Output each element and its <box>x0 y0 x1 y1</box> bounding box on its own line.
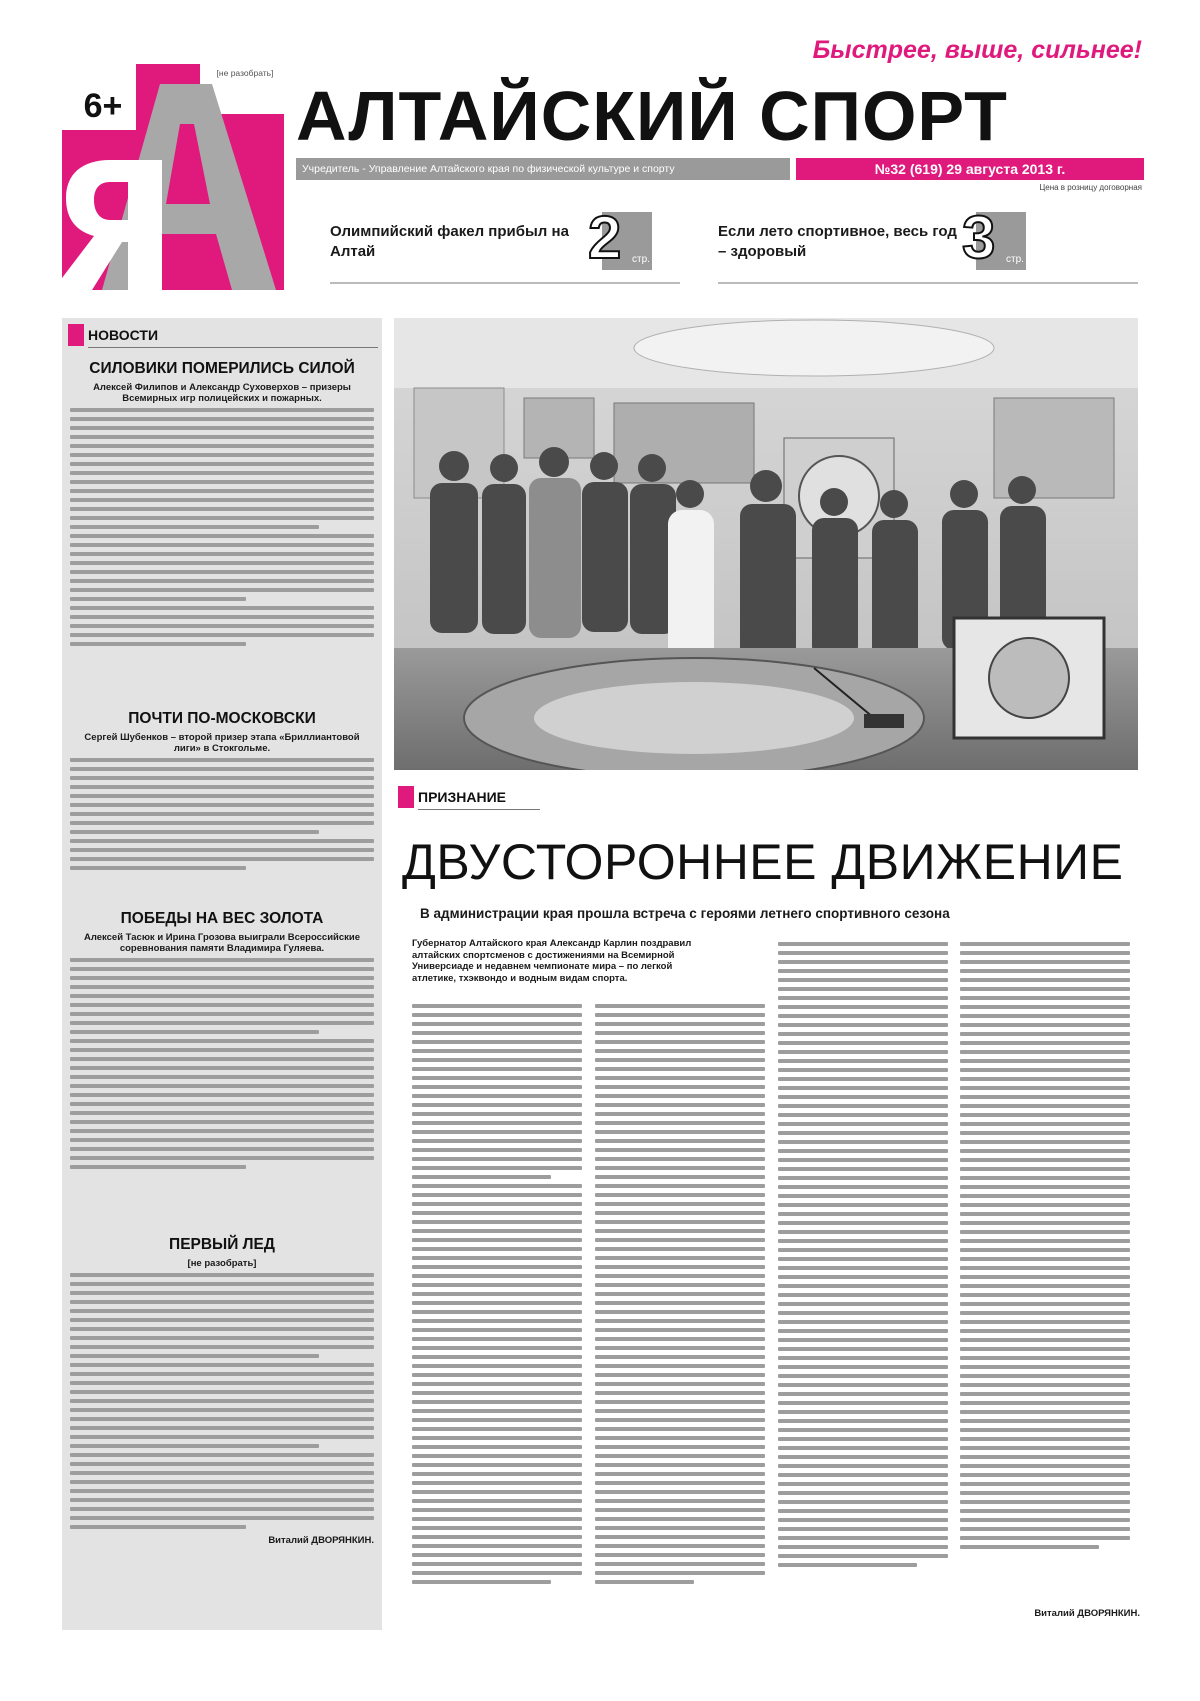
story-body-text <box>70 758 374 870</box>
story-lead: Алексей Тасюк и Ирина Грозова выиграли Всероссийские соревнования памяти Владимира Гуляева. <box>83 932 361 954</box>
newspaper-title: АЛТАЙСКИЙ СПОРТ <box>296 77 1008 155</box>
article-byline: Виталий ДВОРЯНКИН. <box>1034 1608 1140 1619</box>
teaser-page-3[interactable] <box>718 204 1138 284</box>
page-number-badge <box>588 204 658 271</box>
story-body-text <box>70 958 374 1169</box>
teaser-text: Если лето спортивное, весь год – здоровый <box>718 223 957 260</box>
slogan: Быстрее, выше, сильнее! <box>812 36 1142 64</box>
page-suffix: стр. <box>632 254 650 265</box>
founder-bar: Учредитель - Управление Алтайского края по физической культуре и спорту <box>296 158 790 180</box>
article-lead: Губернатор Алтайского края Александр Карлин поздравил алтайских спортсменов с достижениями на Всемирной Универсиаде и недавнем чемпионате мира – по легкой атлетике, тхэквондо и водным видам спорта. <box>412 938 692 984</box>
news-story[interactable] <box>70 360 374 651</box>
age-rating: 6+ <box>83 86 123 125</box>
story-byline: Виталий ДВОРЯНКИН. <box>268 1535 374 1546</box>
story-headline: ПОЧТИ ПО-МОСКОВСКИ <box>128 710 316 727</box>
article-subhead: В администрации края прошла встреча с героями летнего спортивного сезона <box>420 906 950 921</box>
news-rubric <box>68 324 158 346</box>
rubric-marker <box>398 786 414 808</box>
article-body-column <box>960 938 1130 1554</box>
page-number: 2 <box>588 204 622 271</box>
rubric-label: НОВОСТИ <box>88 327 159 343</box>
teaser-text: Олимпийский факел прибыл на Алтай <box>330 223 569 260</box>
story-lead: Сергей Шубенков – второй призер этапа «Бриллиантовой лиги» в Стокгольме. <box>84 732 360 754</box>
news-story[interactable] <box>70 1236 374 1546</box>
story-headline: ПОБЕДЫ НА ВЕС ЗОЛОТА <box>120 910 324 927</box>
article-body-column <box>595 1000 765 1589</box>
story-headline: СИЛОВИКИ ПОМЕРИЛИСЬ СИЛОЙ <box>89 360 355 377</box>
rubric-label: ПРИЗНАНИЕ <box>418 789 506 805</box>
page-suffix: стр. <box>1006 254 1024 265</box>
story-body-text <box>70 1273 374 1529</box>
story-headline: ПЕРВЫЙ ЛЕД <box>169 1236 275 1253</box>
news-column <box>62 318 382 1630</box>
rubric-marker <box>68 324 84 346</box>
page-number: 3 <box>962 204 996 271</box>
price-note: Цена в розницу договорная <box>1039 183 1142 192</box>
article-rubric <box>398 786 506 808</box>
story-body-text <box>70 408 374 646</box>
article-body-column <box>778 938 948 1572</box>
issue-info: №32 (619) 29 августа 2013 г. <box>796 158 1144 180</box>
teaser-page-2[interactable] <box>330 204 680 284</box>
story-lead: Алексей Филипов и Александр Суховерхов – призеры Всемирных игр полицейских и пожарных. <box>93 382 351 404</box>
story-lead: [не разобрать] <box>187 1258 257 1269</box>
page-number-badge <box>962 204 1032 271</box>
news-story[interactable] <box>70 710 374 875</box>
founded-note: [не разобрать] <box>216 68 274 78</box>
group-photo <box>394 318 1138 770</box>
article-body-column <box>412 1000 582 1589</box>
article-headline: ДВУСТОРОННЕЕ ДВИЖЕНИЕ <box>402 834 1124 890</box>
news-story[interactable] <box>70 910 374 1174</box>
